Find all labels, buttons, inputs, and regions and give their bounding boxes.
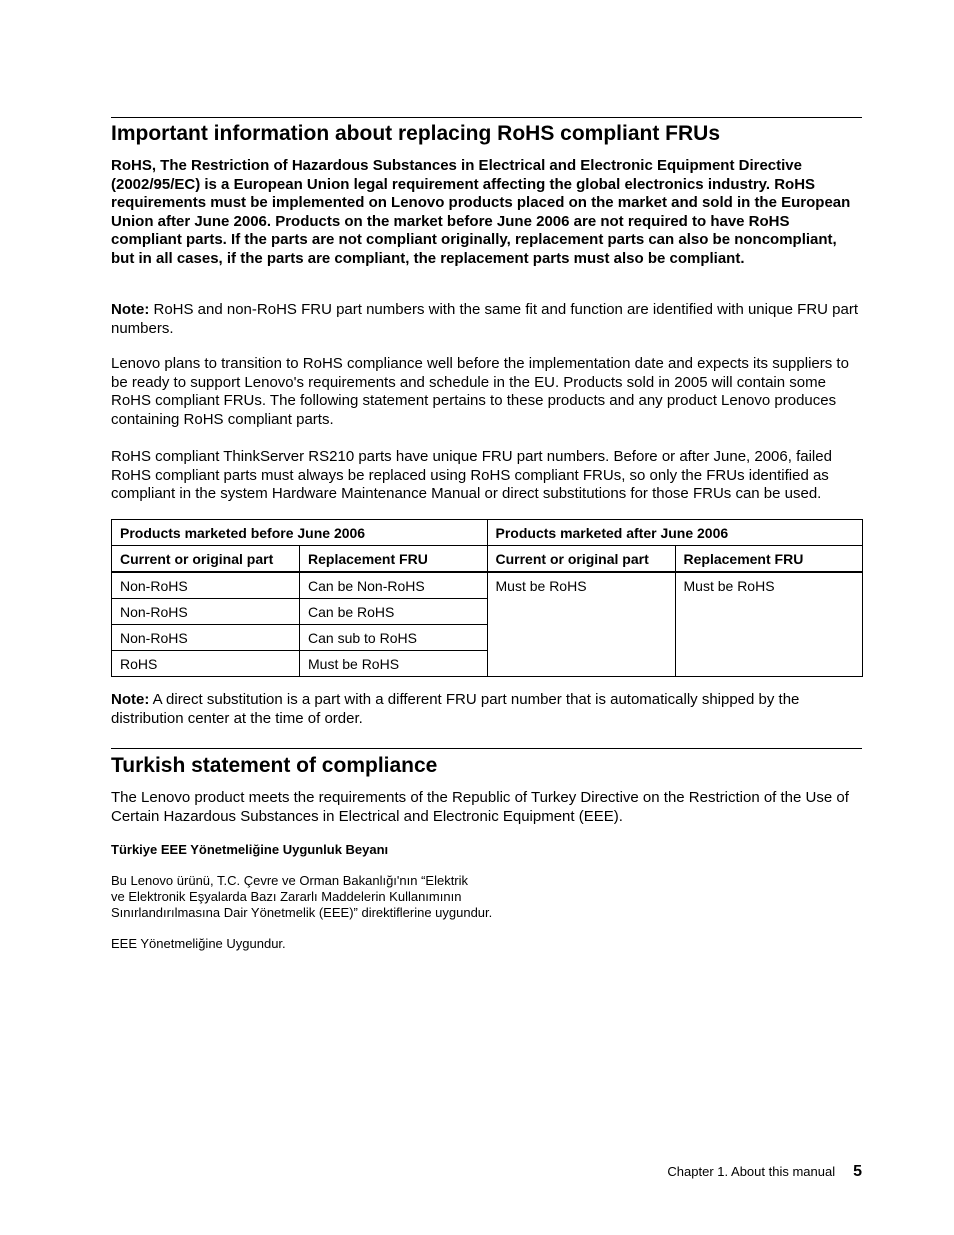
rohs-fru-table-wrapper [111, 519, 862, 677]
table-column-header: Replacement FRU [675, 546, 863, 573]
footer-chapter-label: Chapter 1. About this manual [667, 1164, 836, 1179]
table-cell: Can be Non-RoHS [300, 572, 488, 599]
section-title-turkish: Turkish statement of compliance [111, 754, 438, 777]
rohs-intro-paragraph: RoHS, The Restriction of Hazardous Substances in Electrical and Electronic Equipment Directive (2002/95/EC) is a European Union legal requirement affecting the global electronics industry. RoHS requirements must be implemented on Lenovo products placed on the market and sold in the European Union after June 2006. Products on the market before June 2006 are not required to have RoHS compliant parts. If the parts are not compliant originally, replacement parts can also be noncompliant, but in all cases, if the parts are compliant, the replacement parts must also be compliant. [111, 157, 851, 267]
note-fru-numbers [111, 301, 862, 338]
table-cell-after-replacement: Must be RoHS [675, 572, 863, 677]
table-cell: Can sub to RoHS [300, 625, 488, 651]
section-title-rohs: Important information about replacing RoHS compliant FRUs [111, 122, 721, 145]
turkish-declaration-line: Bu Lenovo ürünü, T.C. Çevre ve Orman Bakanlığı'nın “Elektrik [111, 873, 469, 888]
transition-paragraph: Lenovo plans to transition to RoHS compliance well before the implementation date and expects its suppliers to be ready to support Lenovo's requirements and schedule in the EU. Products sold in 2005 will contain some RoHS compliant FRUs. The following statement pertains to these products and any product Lenovo produces containing RoHS compliant parts. [111, 355, 849, 428]
rohs-fru-table [111, 519, 863, 677]
note-direct-substitution [111, 691, 862, 728]
note-label: Note: [111, 691, 150, 708]
thinkserver-paragraph: RoHS compliant ThinkServer RS210 parts have unique FRU part numbers. Before or after June, 2006, failed RoHS compliant parts must always be replaced using RoHS compliant FRUs, so only the FRUs identified as compliant in the system Hardware Maintenance Manual or direct substitutions for those FRUs can be used. [111, 448, 832, 503]
table-column-header: Current or original part [487, 546, 675, 573]
table-cell: Must be RoHS [300, 651, 488, 677]
page-footer [667, 1163, 862, 1181]
page-number: 5 [853, 1163, 862, 1180]
table-row [112, 572, 863, 599]
table-group-header-before: Products marketed before June 2006 [112, 520, 488, 546]
table-cell: Non-RoHS [112, 625, 300, 651]
note-text: RoHS and non-RoHS FRU part numbers with the same fit and function are identified with unique FRU part numbers. [111, 301, 859, 337]
table-cell: Can be RoHS [300, 599, 488, 625]
table-group-header-after: Products marketed after June 2006 [487, 520, 863, 546]
section-divider-turkish [111, 748, 862, 749]
section-divider-top [111, 117, 862, 118]
note-text: A direct substitution is a part with a different FRU part number that is automatically shipped by the distribution center at the time of order. [111, 691, 800, 727]
table-column-header: Replacement FRU [300, 546, 488, 573]
table-column-header: Current or original part [112, 546, 300, 573]
turkish-declaration-line: EEE Yönetmeliğine Uygundur. [111, 936, 286, 951]
turkish-declaration-line: ve Elektronik Eşyalarda Bazı Zararlı Maddelerin Kullanımının [111, 889, 462, 904]
table-cell: RoHS [112, 651, 300, 677]
table-cell: Non-RoHS [112, 599, 300, 625]
table-cell: Non-RoHS [112, 572, 300, 599]
note-label: Note: [111, 301, 150, 318]
turkish-declaration-line: Sınırlandırılmasına Dair Yönetmelik (EEE)” direktiflerine uygundur. [111, 905, 493, 920]
turkish-compliance-paragraph: The Lenovo product meets the requirements of the Republic of Turkey Directive on the Restriction of the Use of Certain Hazardous Substances in Electrical and Electronic Equipment (EEE). [111, 789, 849, 825]
table-cell-after-current: Must be RoHS [487, 572, 675, 677]
turkish-declaration-heading: Türkiye EEE Yönetmeliğine Uygunluk Beyanı [111, 842, 389, 857]
